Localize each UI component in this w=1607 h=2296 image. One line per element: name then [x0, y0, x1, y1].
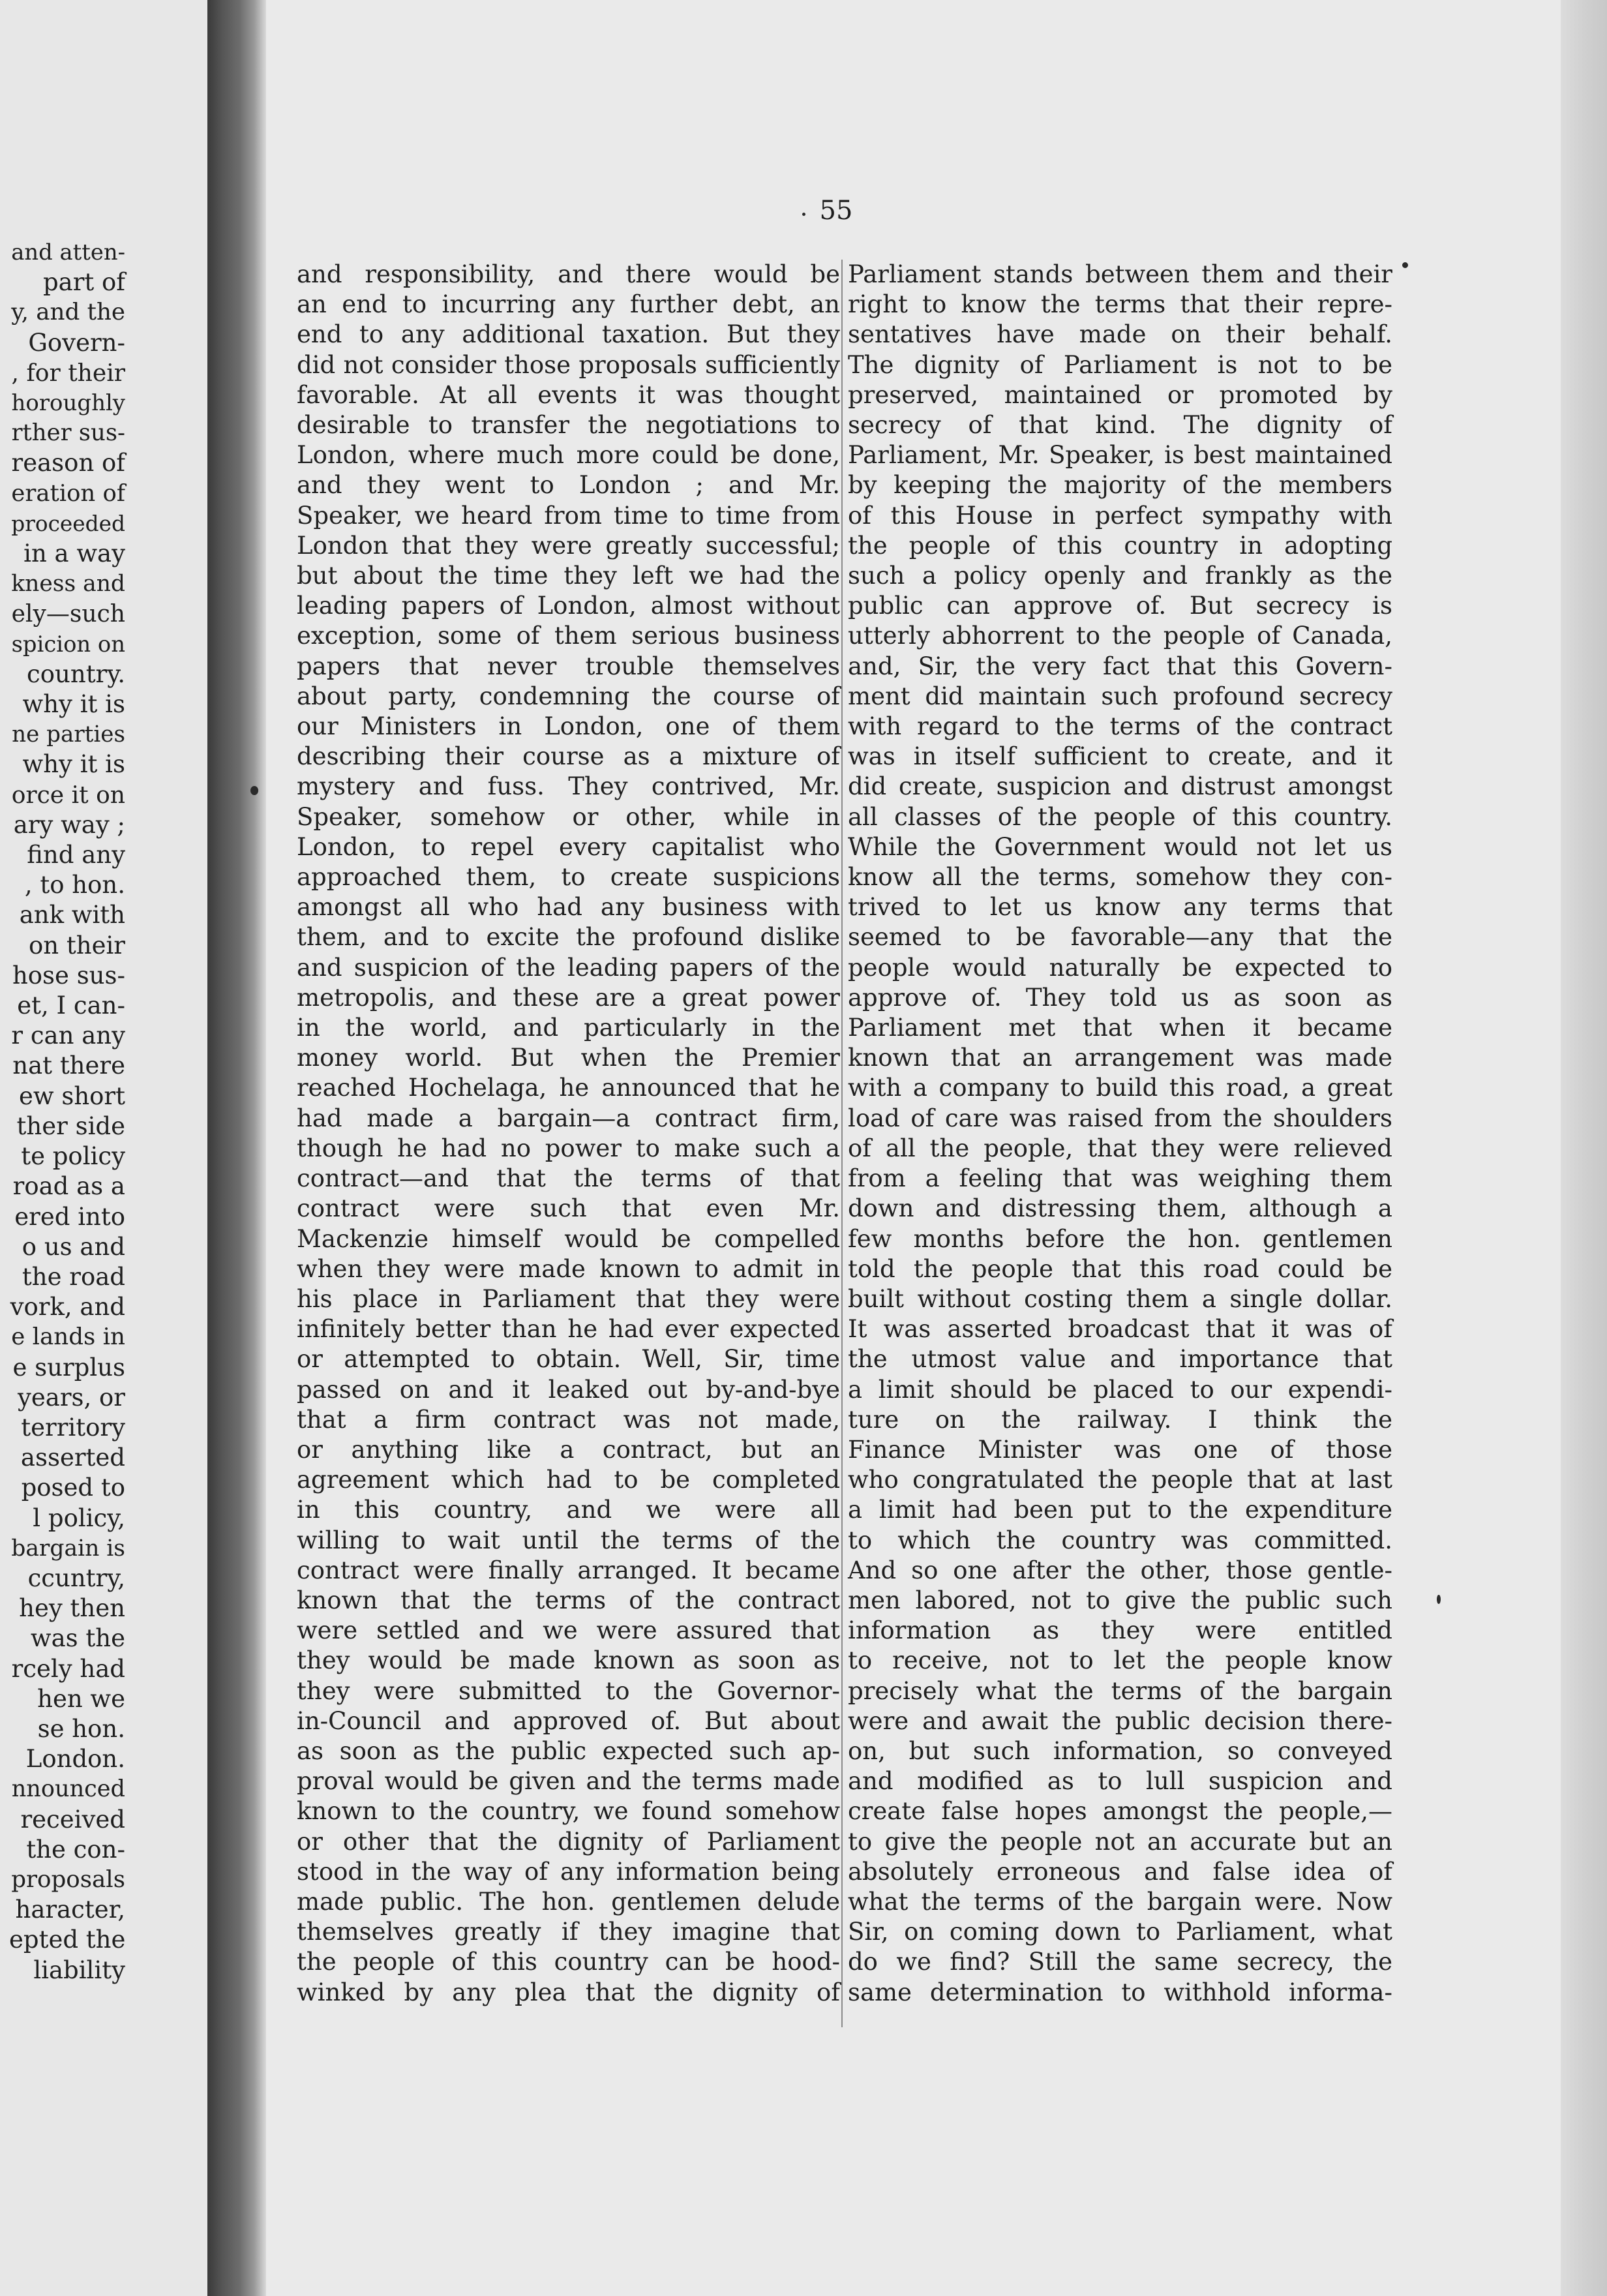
column-left-line: contract were such that even Mr.: [297, 1194, 840, 1223]
column-left-line: agreement which had to be completed: [297, 1466, 840, 1494]
column-right-line: public can approve of. But secrecy is: [848, 592, 1392, 620]
column-right-line: Parliament stands between them and their: [848, 260, 1392, 288]
ink-speck: [1402, 262, 1408, 268]
previous-page-line: in a way: [23, 539, 125, 568]
column-left-line: in this country, and we were all: [297, 1496, 840, 1524]
previous-page-line: hen we: [37, 1684, 125, 1713]
column-left-line: reached Hochelaga, he announced that he: [297, 1074, 840, 1102]
column-left-line: were settled and we were assured that: [297, 1616, 840, 1645]
column-right-line: The dignity of Parliament is not to be: [848, 350, 1392, 379]
column-left-line: as soon as the public expected such ap-: [297, 1736, 840, 1765]
previous-page-line: received: [20, 1805, 125, 1834]
previous-page-line: reason of: [11, 449, 125, 477]
previous-page-line: posed to: [21, 1473, 125, 1502]
column-right-line: And so one after the other, those gentle-: [848, 1556, 1392, 1584]
previous-page-line: why it is: [22, 750, 125, 779]
column-right-line: right to know the terms that their repre-: [848, 290, 1392, 319]
previous-page-line: e surplus: [12, 1353, 125, 1382]
previous-page-line: epted the: [9, 1926, 126, 1954]
column-left-line: known to the country, we found somehow: [297, 1797, 840, 1826]
column-left-line: London, to repel every capitalist who: [297, 832, 840, 861]
column-right-line: precisely what the terms of the bargain: [848, 1676, 1392, 1705]
previous-page-line: o us and: [22, 1232, 125, 1261]
column-right-line: to which the country was committed.: [848, 1526, 1392, 1554]
column-left-line: leading papers of London, almost without: [297, 592, 840, 620]
previous-page-line: , to hon.: [24, 871, 125, 899]
column-left-line: London, where much more could be done,: [297, 441, 840, 470]
previous-page-line: on their: [29, 931, 125, 959]
column-right-line: secrecy of that kind. The dignity of: [848, 411, 1392, 440]
column-left-line: Speaker, we heard from time to time from: [297, 501, 840, 530]
previous-page-line: ew short: [19, 1081, 125, 1110]
previous-page-line: eration of: [11, 479, 125, 507]
column-left-line: had made a bargain—a contract firm,: [297, 1104, 840, 1132]
column-left-line: they were submitted to the Governor-: [297, 1676, 840, 1705]
column-left-line: Mackenzie himself would be compelled: [297, 1224, 840, 1253]
previous-page-line: the con-: [26, 1835, 125, 1864]
previous-page-line: nnounced: [11, 1775, 125, 1803]
column-left-line: willing to wait until the terms of the: [297, 1526, 840, 1554]
column-right-line: Sir, on coming down to Parliament, what: [848, 1918, 1392, 1946]
column-right-line: Parliament met that when it became: [848, 1014, 1392, 1042]
previous-page-line: London.: [25, 1745, 125, 1774]
previous-page-line: et, I can-: [17, 991, 125, 1020]
column-left-line: infinitely better than he had ever expected: [297, 1315, 840, 1344]
column-right-line: do we find? Still the same secrecy, the: [848, 1948, 1392, 1976]
previous-page: [0, 0, 226, 2296]
previous-page-line: hose sus-: [12, 961, 125, 989]
previous-page-line: ely—such: [11, 600, 125, 628]
previous-page-line: rther sus-: [11, 419, 125, 447]
column-right-line: create false hopes amongst the people,—: [848, 1797, 1392, 1826]
previous-page-line: Govern-: [28, 328, 125, 357]
previous-page-line: ered into: [14, 1202, 125, 1231]
previous-page-line: ary way ;: [13, 810, 125, 839]
column-right-line: the people of this country in adopting: [848, 531, 1392, 560]
page-number: 55: [819, 196, 853, 226]
column-right-line: load of care was raised from the shoulders: [848, 1104, 1392, 1132]
column-right-line: Finance Minister was one of those: [848, 1435, 1392, 1464]
column-right-line: all classes of the people of this country.: [848, 802, 1392, 831]
column-right-line: information as they were entitled: [848, 1616, 1392, 1645]
column-left-line: amongst all who had any business with: [297, 893, 840, 922]
column-left-line: London that they were greatly successful;: [297, 531, 840, 560]
column-right-line: was in itself sufficient to create, and it: [848, 742, 1392, 771]
previous-page-line: orce it on: [11, 781, 125, 809]
column-left-line: but about the time they left we had the: [297, 562, 840, 590]
previous-page-line: the road: [22, 1262, 125, 1291]
previous-page-line: proceeded: [11, 511, 125, 536]
previous-page-line: territory: [21, 1413, 125, 1442]
column-left-line: his place in Parliament that they were: [297, 1284, 840, 1313]
column-right-line: to give the people not an accurate but an: [848, 1827, 1392, 1856]
column-right-line: men labored, not to give the public such: [848, 1586, 1392, 1614]
column-right-line: It was asserted broadcast that it was of: [848, 1315, 1392, 1344]
previous-page-line: se hon.: [37, 1714, 125, 1743]
column-left-line: exception, some of them serious business: [297, 622, 840, 650]
column-left-line: when they were made known to admit in: [297, 1254, 840, 1283]
column-left-line: in the world, and particularly in the: [297, 1014, 840, 1042]
previous-page-line: bargain is: [11, 1535, 125, 1562]
column-left-line: papers that never trouble themselves: [297, 652, 840, 680]
column-left-line: known that the terms of the contract: [297, 1586, 840, 1614]
column-right-line: preserved, maintained or promoted by: [848, 380, 1392, 409]
column-left-line: or other that the dignity of Parliament: [297, 1827, 840, 1856]
previous-page-line: horoughly: [11, 390, 125, 417]
column-right-line: people would naturally be expected to: [848, 953, 1392, 982]
column-left-line: mystery and fuss. They contrived, Mr.: [297, 772, 840, 801]
column-left-line: an end to incurring any further debt, an: [297, 290, 840, 319]
column-left-line: though he had no power to make such a: [297, 1134, 840, 1162]
previous-page-line: road as a: [12, 1172, 125, 1201]
column-left-line: Speaker, somehow or other, while in: [297, 802, 840, 831]
previous-page-line: liability: [33, 1956, 125, 1984]
column-left-line: and they went to London ; and Mr.: [297, 471, 840, 500]
column-left-line: themselves greatly if they imagine that: [297, 1918, 840, 1946]
column-right-line: know all the terms, somehow they con-: [848, 863, 1392, 892]
column-right-line: such a policy openly and frankly as the: [848, 562, 1392, 590]
column-right-line: from a feeling that was weighing them: [848, 1164, 1392, 1193]
column-right-line: and modified as to lull suspicion and: [848, 1767, 1392, 1796]
previous-page-line: haracter,: [15, 1896, 125, 1924]
column-left-line: metropolis, and these are a great power: [297, 983, 840, 1012]
column-right-line: ment did maintain such profound secrecy: [848, 682, 1392, 710]
previous-page-line: years, or: [17, 1383, 125, 1412]
column-right-line: and, Sir, the very fact that this Govern-: [848, 652, 1392, 680]
column-left-line: they would be made known as soon as: [297, 1646, 840, 1675]
previous-page-line: ank with: [19, 901, 125, 929]
column-left-line: did not consider those proposals sufficiently: [297, 350, 840, 379]
previous-page-line: hey then: [19, 1594, 125, 1623]
column-left-line: that a firm contract was not made,: [297, 1405, 840, 1434]
previous-page-line: find any: [27, 841, 125, 869]
column-right-line: on, but such information, so conveyed: [848, 1736, 1392, 1765]
column-right-line: with regard to the terms of the contract: [848, 712, 1392, 741]
column-right-line: by keeping the majority of the members: [848, 471, 1392, 500]
column-right-line: seemed to be favorable—any that the: [848, 923, 1392, 952]
column-left-line: in-Council and approved of. But about: [297, 1706, 840, 1735]
column-left-line: favorable. At all events it was thought: [297, 380, 840, 409]
text-column-left: [297, 260, 840, 2008]
previous-page-line: and atten-: [11, 239, 125, 265]
column-right-line: a limit had been put to the expenditure: [848, 1496, 1392, 1524]
binding-gutter: [207, 0, 266, 2296]
column-right-line: absolutely erroneous and false idea of: [848, 1857, 1392, 1886]
column-left-line: made public. The hon. gentlemen delude: [297, 1887, 840, 1916]
previous-page-line: part of: [42, 268, 125, 297]
column-right-line: utterly abhorrent to the people of Canada,: [848, 622, 1392, 650]
previous-page-line: ther side: [16, 1111, 125, 1140]
column-left-line: our Ministers in London, one of them: [297, 712, 840, 741]
previous-page-line: vork, and: [10, 1293, 125, 1322]
column-left-line: or anything like a contract, but an: [297, 1435, 840, 1464]
column-right-line: were and await the public decision there-: [848, 1706, 1392, 1735]
previous-page-line: e lands in: [11, 1323, 125, 1351]
column-right-line: same determination to withhold informa-: [848, 1978, 1392, 2006]
column-right-line: Parliament, Mr. Speaker, is best maintained: [848, 441, 1392, 470]
column-left-line: money world. But when the Premier: [297, 1044, 840, 1072]
previous-page-line: rcely had: [11, 1654, 125, 1683]
column-left-line: approached them, to create suspicions: [297, 863, 840, 892]
column-right-line: ture on the railway. I think the: [848, 1405, 1392, 1434]
ink-speck: [802, 213, 805, 216]
column-right-line: did create, suspicion and distrust amongst: [848, 772, 1392, 801]
column-right-line: few months before the hon. gentlemen: [848, 1224, 1392, 1253]
column-right-line: sentatives have made on their behalf.: [848, 320, 1392, 349]
column-right-line: down and distressing them, although a: [848, 1194, 1392, 1223]
previous-page-line: ccuntry,: [27, 1563, 125, 1592]
column-left-line: stood in the way of any information being: [297, 1857, 840, 1886]
column-left-line: desirable to transfer the negotiations to: [297, 411, 840, 440]
column-right-line: trived to let us know any terms that: [848, 893, 1392, 922]
column-left-line: about party, condemning the course of: [297, 682, 840, 710]
column-left-line: proval would be given and the terms made: [297, 1767, 840, 1796]
column-divider: [841, 260, 843, 2027]
previous-page-line: spicion on: [11, 631, 125, 657]
previous-page-line: l policy,: [33, 1503, 125, 1532]
column-right-line: While the Government would not let us: [848, 832, 1392, 861]
column-right-line: a limit should be placed to our expendi-: [848, 1375, 1392, 1404]
previous-page-line: why it is: [22, 690, 125, 719]
ink-speck: [250, 786, 258, 795]
column-left-line: describing their course as a mixture of: [297, 742, 840, 771]
page-edge: [1561, 0, 1607, 2296]
column-left-line: and suspicion of the leading papers of the: [297, 953, 840, 982]
column-right-line: what the terms of the bargain were. Now: [848, 1887, 1392, 1916]
column-left-line: or attempted to obtain. Well, Sir, time: [297, 1345, 840, 1374]
column-left-line: contract—and that the terms of that: [297, 1164, 840, 1193]
previous-page-text-column: [9, 237, 125, 1986]
column-left-line: end to any additional taxation. But they: [297, 320, 840, 349]
previous-page-line: asserted: [20, 1443, 125, 1472]
previous-page-line: was the: [30, 1624, 125, 1653]
previous-page-line: kness and: [11, 571, 125, 597]
column-right-line: of all the people, that they were relieved: [848, 1134, 1392, 1162]
column-left-line: and responsibility, and there would be: [297, 260, 840, 288]
previous-page-line: country.: [27, 659, 125, 688]
column-right-line: told the people that this road could be: [848, 1254, 1392, 1283]
column-right-line: the utmost value and importance that: [848, 1345, 1392, 1374]
ink-speck: [1437, 1595, 1441, 1604]
column-left-line: passed on and it leaked out by-and-bye: [297, 1375, 840, 1404]
column-left-line: the people of this country can be hood-: [297, 1948, 840, 1976]
previous-page-line: nat there: [12, 1051, 125, 1080]
column-left-line: winked by any plea that the dignity of: [297, 1978, 840, 2006]
previous-page-line: te policy: [21, 1142, 125, 1171]
column-right-line: who congratulated the people that at last: [848, 1466, 1392, 1494]
column-right-line: of this House in perfect sympathy with: [848, 501, 1392, 530]
column-right-line: known that an arrangement was made: [848, 1044, 1392, 1072]
text-column-right: [848, 260, 1392, 2008]
column-left-line: them, and to excite the profound dislike: [297, 923, 840, 952]
previous-page-line: y, and the: [11, 299, 125, 326]
previous-page-line: , for their: [11, 359, 125, 387]
column-right-line: with a company to build this road, a great: [848, 1074, 1392, 1102]
column-right-line: to receive, not to let the people know: [848, 1646, 1392, 1675]
previous-page-line: ne parties: [12, 721, 125, 748]
previous-page-line: r can any: [11, 1021, 125, 1050]
previous-page-line: proposals: [11, 1865, 125, 1893]
column-right-line: approve of. They told us as soon as: [848, 983, 1392, 1012]
column-right-line: built without costing them a single dollar.: [848, 1284, 1392, 1313]
column-left-line: contract were finally arranged. It became: [297, 1556, 840, 1584]
